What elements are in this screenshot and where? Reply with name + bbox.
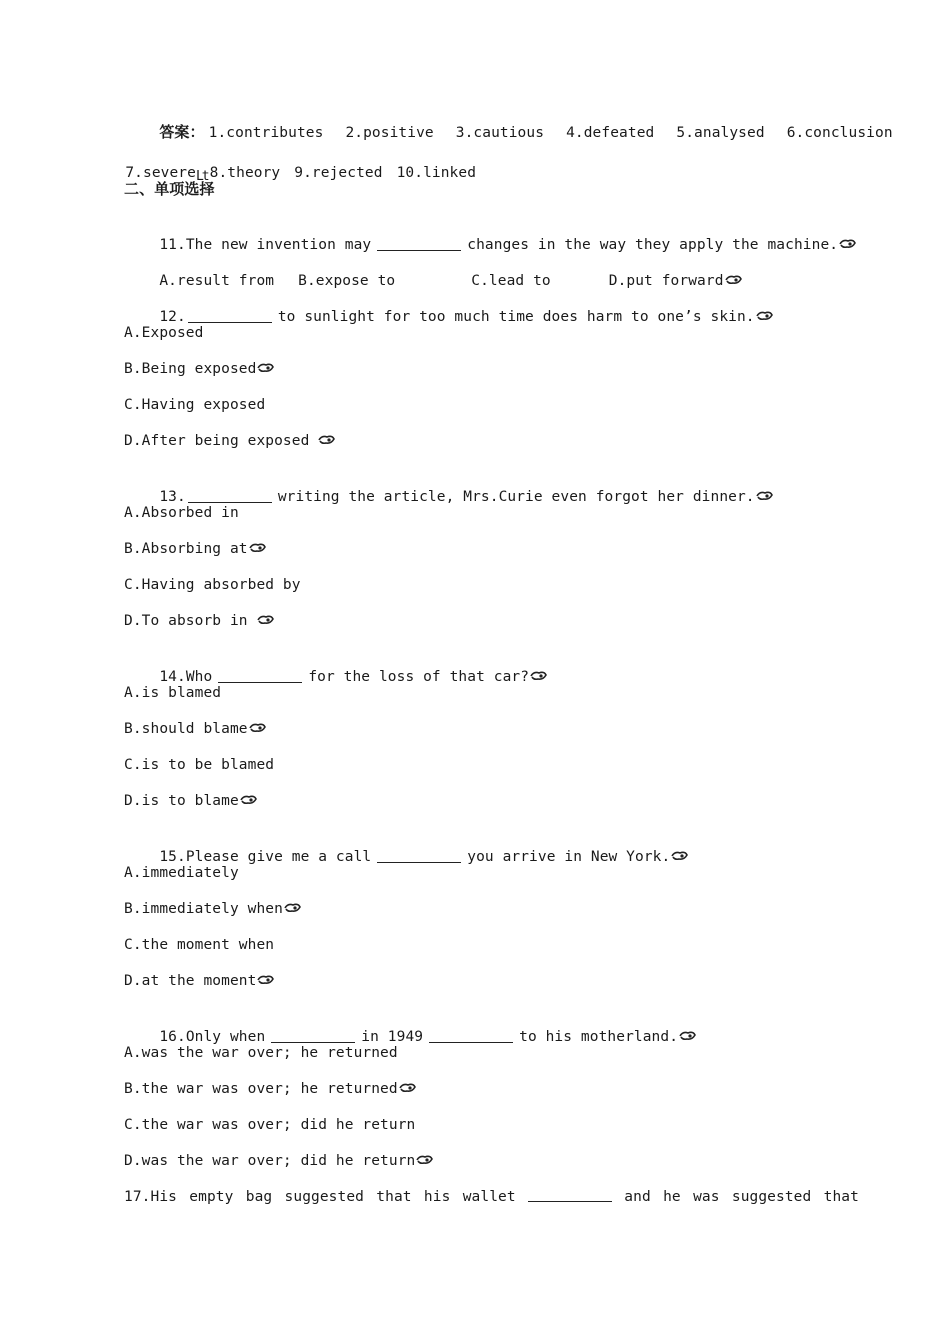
question-text: to sunlight for too much time does harm to one’s skin. (277, 309, 755, 325)
option-b (124, 539, 267, 559)
option-c: C.the war was over; did he return (124, 1117, 416, 1133)
answer-item: 10.linked (396, 165, 477, 181)
stray-glyph: Lt (195, 169, 208, 184)
answer-blank (429, 1028, 513, 1043)
answer-blank (377, 236, 461, 251)
option-text: D.is to blame (124, 793, 239, 809)
option-text: B.immediately when (124, 901, 283, 917)
answer-item: 4.defeated (566, 125, 655, 141)
option-c: C.Having absorbed by (124, 577, 301, 593)
watermark-icon (249, 722, 267, 734)
question-word: that (823, 1189, 859, 1205)
option-b (124, 899, 302, 919)
answer-item: 1.contributes (208, 125, 324, 141)
watermark-icon (257, 614, 275, 626)
question-word: 17.His (124, 1189, 177, 1205)
option-d (124, 971, 275, 991)
question-text: 16.Only when (159, 1029, 266, 1045)
watermark-icon (416, 1154, 434, 1166)
answer-blank (528, 1187, 612, 1202)
answer-item: 2.positive (345, 125, 434, 141)
watermark-icon (530, 670, 548, 682)
option-a: A.immediately (124, 865, 239, 881)
question-text: 13. (159, 489, 186, 505)
answer-blank (188, 308, 272, 323)
question-text: you arrive in New York. (467, 849, 671, 865)
answer-key-label: 答案： (159, 123, 205, 141)
option-text: B.Absorbing at (124, 541, 248, 557)
watermark-icon (756, 310, 774, 322)
question-text: writing the article, Mrs.Curie even forgot her dinner. (277, 489, 755, 505)
option-d (124, 431, 336, 451)
watermark-icon (318, 434, 336, 446)
answer-item: 7.severe (125, 165, 196, 181)
option-text: B.Being exposed (124, 361, 257, 377)
option-text: D.To absorb in (124, 613, 248, 629)
question-word: his (423, 1189, 451, 1205)
option-d (124, 791, 258, 811)
answer-blank (377, 848, 461, 863)
watermark-icon (679, 1030, 697, 1042)
question-word: he (663, 1189, 681, 1205)
question-word: bag (245, 1189, 273, 1205)
option-d (124, 1151, 434, 1171)
question-17 (124, 1187, 859, 1207)
option-c: C.lead to (471, 273, 551, 289)
option-d (124, 611, 275, 631)
question-text: 14.Who (159, 669, 213, 685)
question-word: wallet (462, 1189, 516, 1205)
question-word: was (693, 1189, 720, 1205)
watermark-icon (249, 542, 267, 554)
answer-blank (188, 488, 272, 503)
question-word: that (376, 1189, 412, 1205)
watermark-icon (839, 238, 857, 250)
option-text: D.was the war over; did he return (124, 1153, 416, 1169)
watermark-icon (756, 490, 774, 502)
question-word: suggested (284, 1189, 364, 1205)
question-text: 12. (159, 309, 186, 325)
option-b: B.expose to (298, 273, 396, 289)
question-12 (124, 287, 774, 347)
watermark-icon (725, 274, 743, 286)
option-text: B.should blame (124, 721, 248, 737)
question-text: 11.The new invention may (159, 237, 372, 253)
answer-item: 9.rejected (294, 165, 383, 181)
option-b (124, 359, 275, 379)
option-b (124, 1079, 417, 1099)
question-word: suggested (731, 1189, 812, 1205)
question-word: and (624, 1189, 651, 1205)
option-a: A.Absorbed in (124, 505, 239, 521)
watermark-icon (240, 794, 258, 806)
option-text: B.the war was over; he returned (124, 1081, 398, 1097)
question-text: for the loss of that car? (308, 669, 530, 685)
answer-blank (218, 668, 302, 683)
answer-item: 8.theory (209, 165, 281, 181)
option-a: A.result from (159, 273, 275, 289)
answer-item: 3.cautious (455, 125, 545, 141)
question-text: 15.Please give me a call (159, 849, 372, 865)
option-text: D.After being exposed (124, 433, 310, 449)
question-text: to his motherland. (519, 1029, 679, 1045)
answer-item: 6.conclusion (786, 125, 893, 141)
section-title: 二、单项选择 (124, 180, 215, 198)
question-word: empty (189, 1189, 234, 1205)
option-a: A.was the war over; he returned (124, 1045, 398, 1061)
option-c: C.the moment when (124, 937, 275, 953)
watermark-icon (671, 850, 689, 862)
option-a: A.Exposed (124, 325, 204, 341)
option-d: D.put forward (608, 273, 724, 289)
question-text: in 1949 (361, 1029, 424, 1045)
answer-blank (271, 1028, 355, 1043)
option-c: C.is to be blamed (124, 757, 275, 773)
option-a: A.is blamed (124, 685, 222, 701)
watermark-icon (257, 974, 275, 986)
question-text: changes in the way they apply the machine. (467, 237, 839, 253)
option-b (124, 719, 267, 739)
watermark-icon (399, 1082, 417, 1094)
option-c: C.Having exposed (124, 397, 266, 413)
watermark-icon (257, 362, 275, 374)
answer-item: 5.analysed (676, 125, 765, 141)
watermark-icon (284, 902, 302, 914)
option-text: D.at the moment (124, 973, 257, 989)
